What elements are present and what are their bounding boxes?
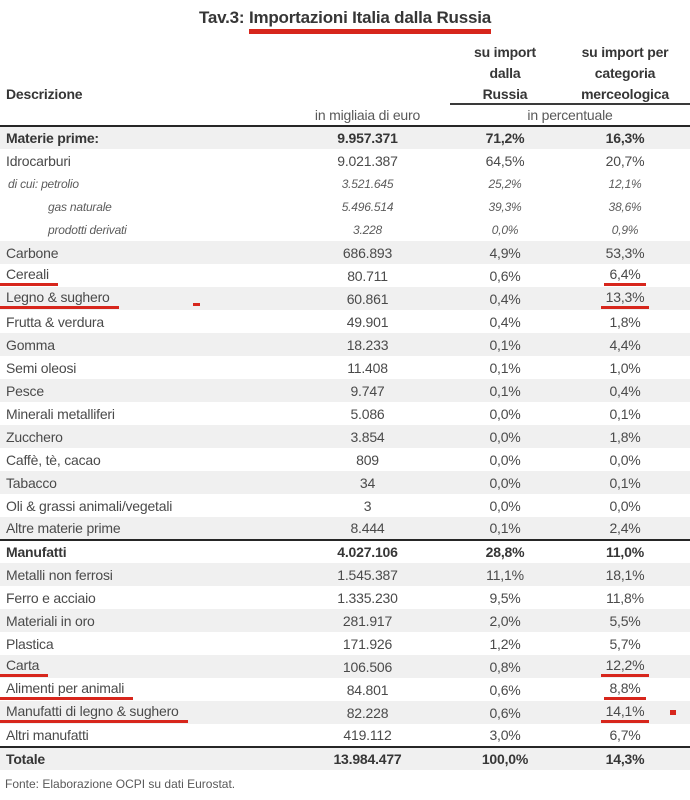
row-label-cell: Semi oleosi xyxy=(6,359,77,376)
row-value-euro-cell: 3.521.645 xyxy=(341,176,394,191)
row-pct-russia-cell: 4,9% xyxy=(489,244,521,261)
row-label-cell: Caffè, tè, cacao xyxy=(6,451,101,468)
row-label-cell: Materie prime: xyxy=(6,130,99,146)
table-row xyxy=(0,333,690,356)
table-row xyxy=(0,425,690,448)
table-row xyxy=(0,264,690,287)
table-row xyxy=(0,287,690,310)
row-label-cell: Frutta & verdura xyxy=(6,313,104,330)
title-prefix: Tav.3: xyxy=(198,8,245,27)
table-row xyxy=(0,310,690,333)
row-pct-category-cell: 1,0% xyxy=(609,359,641,376)
table-row xyxy=(0,517,690,540)
row-value-euro-cell: 82.228 xyxy=(346,704,389,721)
row-pct-russia-cell: 0,6% xyxy=(489,267,521,284)
row-pct-russia-cell: 25,2% xyxy=(488,176,522,191)
row-pct-category-cell xyxy=(560,287,690,310)
table-row xyxy=(0,701,690,724)
row-value-euro-cell: 106.506 xyxy=(342,658,393,675)
red-underline-annotation: Alimenti per animali xyxy=(0,680,133,700)
row-value-euro-cell: 5.496.514 xyxy=(341,199,394,214)
page-title xyxy=(0,0,690,40)
row-pct-category-cell: 5,7% xyxy=(609,635,641,652)
row-pct-category-cell xyxy=(560,678,690,701)
row-label-cell xyxy=(0,264,285,287)
row-pct-category-cell: 0,4% xyxy=(609,382,641,399)
row-value-euro-cell: 80.711 xyxy=(347,267,388,284)
row-pct-category-cell: 4,4% xyxy=(609,336,641,353)
row-pct-category-cell: 18,1% xyxy=(605,566,645,583)
table-row xyxy=(0,471,690,494)
row-label-cell: Tabacco xyxy=(6,474,57,491)
row-pct-category-cell: 0,0% xyxy=(609,451,641,468)
row-label-cell xyxy=(0,655,285,678)
row-value-euro-cell: 3 xyxy=(363,497,372,514)
row-pct-category-cell: 53,3% xyxy=(605,244,645,261)
row-pct-category-cell: 6,7% xyxy=(609,727,641,743)
row-pct-category-cell xyxy=(560,655,690,678)
row-value-euro-cell: 8.444 xyxy=(350,520,385,536)
row-pct-category-cell xyxy=(560,701,690,724)
row-pct-russia-cell: 9,5% xyxy=(489,589,521,606)
red-underline-annotation: 12,2% xyxy=(601,657,650,677)
row-pct-category-cell: 11,8% xyxy=(606,589,644,606)
table-row xyxy=(0,747,690,770)
table-row xyxy=(0,195,690,218)
row-value-euro-cell: 49.901 xyxy=(346,313,389,330)
table-row xyxy=(0,494,690,517)
col-header-russia-line3: Russia xyxy=(450,84,560,105)
row-pct-category-cell: 0,1% xyxy=(609,474,641,491)
row-value-euro-cell: 281.917 xyxy=(342,612,393,629)
row-pct-category-cell: 12,1% xyxy=(608,176,642,191)
row-value-euro-cell: 1.335.230 xyxy=(337,589,398,606)
row-pct-russia-cell: 28,8% xyxy=(485,544,525,560)
row-pct-category-cell xyxy=(560,264,690,287)
unit-label-percent: in percentuale xyxy=(527,107,613,123)
row-label-cell: Gomma xyxy=(6,336,55,353)
row-pct-russia-cell: 1,2% xyxy=(489,635,521,652)
row-label-cell: Totale xyxy=(6,751,45,767)
table-row xyxy=(0,563,690,586)
row-value-euro-cell: 9.957.371 xyxy=(337,130,398,146)
row-value-euro-cell: 3.228 xyxy=(352,222,383,237)
import-table-body xyxy=(0,126,690,770)
table-row xyxy=(0,172,690,195)
row-label-cell xyxy=(0,678,285,701)
table-row xyxy=(0,655,690,678)
row-pct-russia-cell: 0,8% xyxy=(489,658,521,675)
row-pct-russia-cell: 0,1% xyxy=(489,359,521,376)
row-label-cell xyxy=(0,701,285,724)
red-underline-annotation: Legno & sughero xyxy=(0,289,119,309)
unit-label-euro: in migliaia di euro xyxy=(314,107,421,123)
row-pct-russia-cell: 11,1% xyxy=(486,566,524,583)
row-pct-russia-cell: 100,0% xyxy=(481,751,529,767)
row-pct-category-cell: 0,1% xyxy=(609,405,641,422)
row-value-euro-cell: 809 xyxy=(356,451,379,468)
table-row xyxy=(0,632,690,655)
table-row xyxy=(0,218,690,241)
row-pct-russia-cell: 39,3% xyxy=(488,199,522,214)
row-label-cell: Metalli non ferrosi xyxy=(6,566,113,583)
table-row xyxy=(0,448,690,471)
table-column-headers xyxy=(0,42,690,125)
col-header-description: Descrizione xyxy=(6,86,83,102)
row-label-cell: Minerali metalliferi xyxy=(6,405,115,422)
row-pct-russia-cell: 0,6% xyxy=(489,681,521,698)
row-value-euro-cell: 4.027.106 xyxy=(337,544,398,560)
red-dash-annotation xyxy=(193,303,200,306)
red-underline-annotation: 8,8% xyxy=(604,680,645,700)
row-pct-russia-cell: 3,0% xyxy=(489,727,521,743)
row-pct-category-cell: 11,0% xyxy=(606,544,644,560)
red-underline-annotation: 13,3% xyxy=(601,289,650,309)
row-pct-category-cell: 2,4% xyxy=(609,520,641,536)
row-value-euro-cell: 18.233 xyxy=(346,336,389,353)
red-underline-annotation: Carta xyxy=(0,657,48,677)
row-pct-category-cell: 1,8% xyxy=(609,428,641,445)
row-pct-russia-cell: 0,6% xyxy=(489,704,521,721)
row-pct-category-cell: 20,7% xyxy=(605,152,645,169)
row-value-euro-cell: 686.893 xyxy=(342,244,393,261)
table-row xyxy=(0,241,690,264)
row-label-cell: Manufatti xyxy=(6,544,67,560)
red-underline-annotation: Cereali xyxy=(0,266,58,286)
row-label-cell: Altri manufatti xyxy=(6,727,89,743)
row-pct-russia-cell: 0,1% xyxy=(489,520,521,536)
table-row xyxy=(0,586,690,609)
row-value-euro-cell: 1.545.387 xyxy=(337,566,398,583)
table-row xyxy=(0,379,690,402)
row-label-cell: Plastica xyxy=(6,635,54,652)
col-header-category-line1: su import per xyxy=(581,44,669,60)
row-pct-russia-cell: 2,0% xyxy=(489,612,521,629)
row-label-cell: Altre materie prime xyxy=(6,520,121,536)
row-value-euro-cell: 13.984.477 xyxy=(333,751,402,767)
red-underline-annotation: 14,1% xyxy=(601,703,650,723)
row-pct-russia-cell: 64,5% xyxy=(485,152,525,169)
row-pct-russia-cell: 0,1% xyxy=(489,336,521,353)
col-header-category-line2: categoria xyxy=(594,65,656,81)
red-underline-annotation: 6,4% xyxy=(604,266,645,286)
row-label-cell: Carbone xyxy=(6,244,59,261)
row-value-euro-cell: 419.112 xyxy=(343,727,392,743)
row-pct-russia-cell: 0,4% xyxy=(489,313,521,330)
row-label-cell: Oli & grassi animali/vegetali xyxy=(6,497,173,514)
row-pct-russia-cell: 0,0% xyxy=(489,497,521,514)
row-value-euro-cell: 171.926 xyxy=(342,635,393,652)
table-row xyxy=(0,149,690,172)
row-pct-category-cell: 0,9% xyxy=(611,222,639,237)
row-label-cell: Idrocarburi xyxy=(6,152,71,169)
row-label-cell: di cui: petrolio xyxy=(8,176,79,191)
col-header-category-line3: merceologica xyxy=(560,84,690,105)
row-pct-russia-cell: 0,4% xyxy=(489,290,521,307)
row-pct-category-cell: 0,0% xyxy=(609,497,641,514)
source-note: Fonte: Elaborazione OCPI su dati Eurostat. xyxy=(5,777,236,791)
row-pct-russia-cell: 0,0% xyxy=(491,222,519,237)
red-underline-annotation: Manufatti di legno & sughero xyxy=(0,703,188,723)
row-value-euro-cell: 5.086 xyxy=(350,405,385,422)
row-pct-russia-cell: 0,0% xyxy=(489,405,521,422)
table-row xyxy=(0,402,690,425)
row-pct-category-cell: 14,3% xyxy=(605,751,645,767)
row-label-cell: Zucchero xyxy=(6,428,63,445)
row-value-euro-cell: 9.021.387 xyxy=(337,152,398,169)
row-pct-russia-cell: 0,0% xyxy=(489,428,521,445)
row-pct-category-cell: 1,8% xyxy=(609,313,641,330)
row-value-euro-cell: 11.408 xyxy=(347,359,388,376)
row-pct-category-cell: 38,6% xyxy=(608,199,642,214)
table-row xyxy=(0,678,690,701)
col-header-russia-line2: dalla xyxy=(489,65,521,81)
row-pct-russia-cell: 0,1% xyxy=(489,382,521,399)
row-label-cell: Materiali in oro xyxy=(6,612,95,629)
row-value-euro-cell: 84.801 xyxy=(346,681,389,698)
row-label-cell: Ferro e acciaio xyxy=(6,589,96,606)
table-row xyxy=(0,356,690,379)
table-row xyxy=(0,609,690,632)
table-row xyxy=(0,540,690,563)
row-pct-russia-cell: 0,0% xyxy=(489,474,521,491)
row-value-euro-cell: 60.861 xyxy=(346,290,389,307)
row-label-cell xyxy=(0,287,285,310)
row-pct-russia-cell: 0,0% xyxy=(489,451,521,468)
red-dot-annotation xyxy=(670,710,676,715)
row-label-cell: Pesce xyxy=(6,382,44,399)
table-row xyxy=(0,126,690,149)
imports-table xyxy=(0,125,690,770)
table-row xyxy=(0,724,690,747)
title-main-red-underlined: Importazioni Italia dalla Russia xyxy=(249,8,491,34)
row-label-cell: prodotti derivati xyxy=(48,222,127,237)
col-header-russia-line1: su import xyxy=(474,44,536,60)
row-pct-russia-cell: 71,2% xyxy=(485,130,525,146)
row-value-euro-cell: 3.854 xyxy=(350,428,385,445)
row-pct-category-cell: 16,3% xyxy=(605,130,645,146)
row-value-euro-cell: 9.747 xyxy=(350,382,385,399)
row-label-cell: gas naturale xyxy=(48,199,112,214)
row-value-euro-cell: 34 xyxy=(359,474,376,491)
row-pct-category-cell: 5,5% xyxy=(609,612,641,629)
